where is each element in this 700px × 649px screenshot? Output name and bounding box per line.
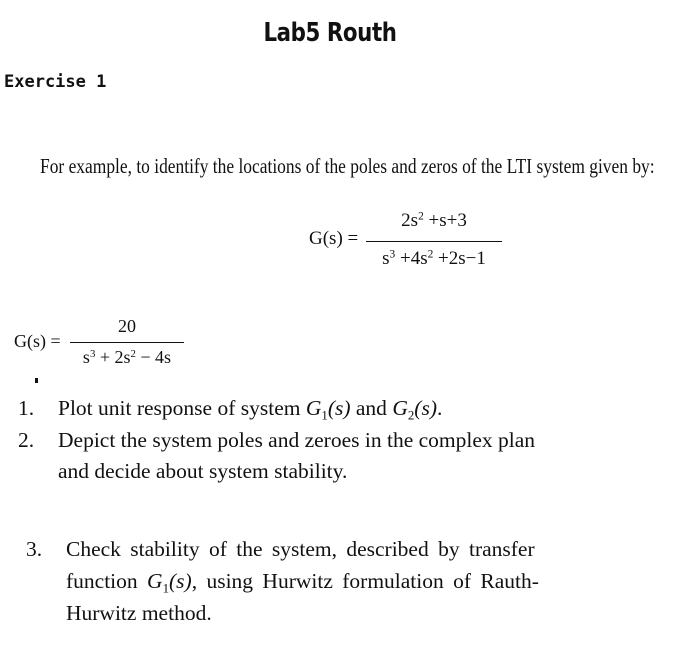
intro-paragraph: For example, to identify the locations of the poles and zeros of the LTI system given by: [40,154,655,178]
list-item-text-continued-2: Hurwitz method. [66,601,212,625]
list-item-text-continued: function $G_1(s)$, using Hurwitz formulation of Rauth- [66,569,539,596]
list-item-text: Check stability of the system, described by transfer [66,537,535,561]
equation-1-numerator: $2s^2 +s+3$ [401,210,467,231]
list-item-number: 1. [18,396,35,420]
list-item-text: Depict the system poles and zeroes in the complex plan [58,428,536,452]
equation-2-fraction-bar [70,342,184,343]
exercise-heading: Exercise 1 [4,72,107,92]
stray-mark [35,378,38,383]
equation-2-numerator: 20 [118,316,136,336]
equation-2-lhs: G(s) = [14,331,61,351]
list-item-number: 3. [26,537,43,561]
list-item-text-continued: and decide about system stability. [58,459,348,483]
equation-1-fraction-bar [366,241,502,242]
list-item-text: Plot unit response of system $G_1(s)$ and $G_2(s)$. [58,396,443,423]
equation-1-lhs: G(s) = [309,228,359,249]
list-item-number: 2. [18,428,35,452]
page-title: Lab5 Routh [263,18,397,48]
equation-2-denominator: $s^3 + 2s^2 - 4s$ [82,347,172,367]
equation-1-denominator: $s^3 +4s^2 +2s-1$ [382,248,486,269]
